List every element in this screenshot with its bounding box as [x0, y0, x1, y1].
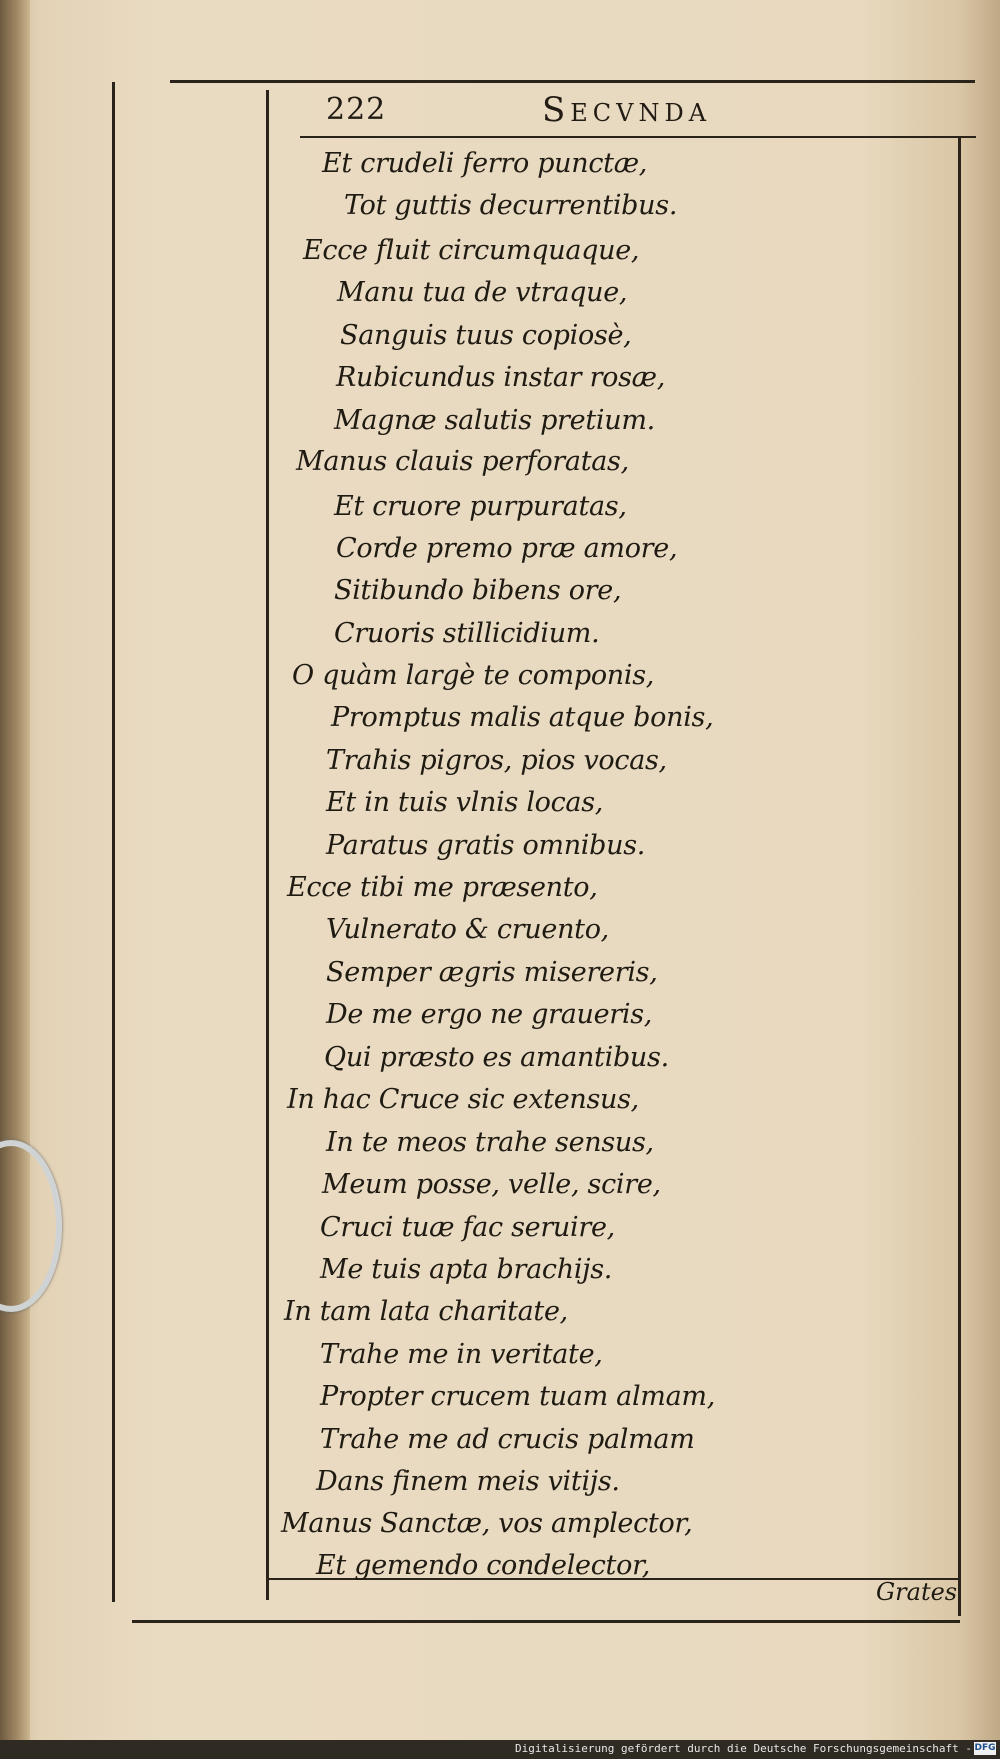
verse-line: Tot guttis decurrentibus. [344, 190, 678, 221]
verse-line: Meum posse, velle, scire, [322, 1169, 661, 1200]
running-head: Secvnda [542, 90, 712, 130]
verse-line: Sanguis tuus copiosè, [340, 320, 632, 351]
verse-line: O quàm largè te componis, [292, 660, 655, 691]
bottom-frame-rule [132, 1620, 960, 1623]
verse-line: In hac Cruce sic extensus, [287, 1084, 639, 1115]
verse-line: Manu tua de vtraque, [337, 277, 628, 308]
verse-line: Trahe me ad crucis palmam [320, 1424, 695, 1455]
verse-line: Qui præsto es amantibus. [324, 1042, 669, 1073]
verse-line: Et crudeli ferro punctæ, [322, 148, 648, 179]
verse-line: Paratus gratis omnibus. [326, 830, 646, 861]
verse-line: Cruoris stillicidium. [334, 618, 600, 649]
verse-line: Et in tuis vlnis locas, [326, 787, 604, 818]
verse-line: Trahe me in veritate, [320, 1339, 603, 1370]
inner-margin-rule [266, 90, 269, 1600]
verse-line: Propter crucem tuam almam, [320, 1381, 715, 1412]
verse-line: Semper ægris misereris, [326, 957, 658, 988]
verse-line: Et cruore purpuratas, [334, 491, 627, 522]
verse-line: De me ergo ne graueris, [326, 999, 653, 1030]
catchword: Grates [876, 1578, 958, 1606]
verse-line: Trahis pigros, pios vocas, [326, 745, 667, 776]
verse-line: Cruci tuæ fac seruire, [320, 1212, 615, 1243]
dfg-logo: DFG [974, 1743, 996, 1753]
verse-line: Promptus malis atque bonis, [331, 702, 714, 733]
digitization-credit: Digitalisierung gefördert durch die Deutsche Forschungsgemeinschaft - [515, 1742, 972, 1755]
verse-line: Sitibundo bibens ore, [334, 575, 622, 606]
verse-line: Ecce tibi me præsento, [287, 872, 598, 903]
verse-line: Manus Sanctæ, vos amplector, [281, 1508, 693, 1539]
book-spine [0, 0, 30, 1740]
verse-line: Manus clauis perforatas, [296, 446, 629, 477]
verse-line: In tam lata charitate, [284, 1296, 568, 1327]
verse-line: Vulnerato & cruento, [326, 914, 609, 945]
verse-line: Rubicundus instar rosæ, [336, 362, 666, 393]
page-number: 222 [326, 92, 387, 127]
verse-line: Ecce fluit circumquaque, [303, 235, 640, 266]
right-frame-rule [958, 136, 961, 1616]
verse-line: Me tuis apta brachijs. [320, 1254, 613, 1285]
verse-line: Et gemendo condelector, [316, 1550, 650, 1581]
verse-line: Dans finem meis vitijs. [316, 1466, 620, 1497]
verse-line: In te meos trahe sensus, [326, 1127, 654, 1158]
verse-line: Corde premo præ amore, [336, 533, 678, 564]
header-rule [300, 136, 976, 138]
verse-line: Magnæ salutis pretium. [334, 405, 655, 436]
